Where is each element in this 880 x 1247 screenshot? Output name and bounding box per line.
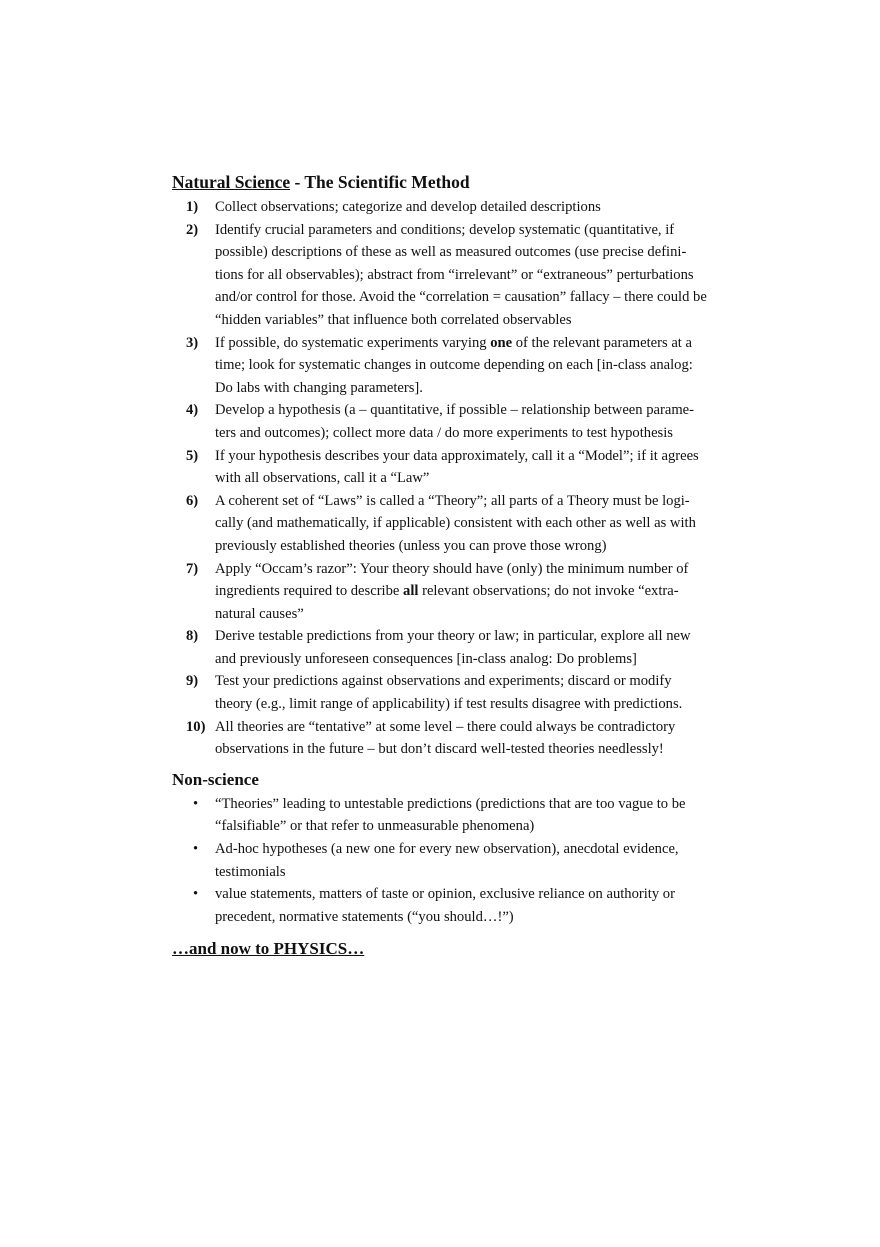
page-title <box>172 171 712 193</box>
step-item <box>172 445 712 490</box>
title-natural-science: Natural Science <box>172 172 291 192</box>
closing-heading: …and now to PHYSICS… <box>172 939 365 959</box>
step-item <box>172 558 712 626</box>
bullet-icon: • <box>193 886 199 903</box>
step-text: All theories are “tentative” at some level – there could always be contradictory observations in the future – but don’t discard well-tested theories needlessly! <box>215 718 676 758</box>
step-item <box>172 670 712 715</box>
list-item <box>172 793 712 838</box>
step-text: Derive testable predictions from your theory or law; in particular, explore all new and previously unforeseen consequences [in-class analog: Do problems] <box>215 628 691 667</box>
step-number: 1) <box>186 199 199 215</box>
bullet-icon: • <box>193 795 199 812</box>
step-text-pre: If possible, do systematic experiments varying <box>215 334 491 351</box>
step-number: 6) <box>186 492 199 509</box>
step-text: Develop a hypothesis (a – quantitative, if possible – relationship between parame-ters and outcomes); collect more data / do more experiments to test hypothesis <box>215 402 695 441</box>
list-item-text: value statements, matters of taste or opinion, exclusive reliance on authority or precedent, normative statements (“you should…!”) <box>215 886 675 925</box>
step-text-post: of the relevant parameters at a time; look for systematic changes in outcome depending on each [in-class analog: Do labs with changing parameters]. <box>215 334 693 396</box>
step-item <box>172 219 712 332</box>
step-number: 8) <box>186 628 199 645</box>
step-text: Collect observations; categorize and develop detailed descriptions <box>215 199 601 215</box>
nonscience-list <box>172 793 712 929</box>
scientific-method-steps <box>172 196 712 761</box>
list-item-text: Ad-hoc hypotheses (a new one for every new observation), anecdotal evidence, testimonials <box>215 841 679 880</box>
list-item <box>172 883 712 928</box>
nonscience-heading: Non-science <box>172 769 259 789</box>
step-text-post: relevant observations; do not invoke “extra-natural causes” <box>215 583 679 622</box>
step-number: 4) <box>186 402 199 419</box>
bullet-icon: • <box>193 841 199 858</box>
list-item <box>172 838 712 883</box>
step-text-emphasis: one <box>490 334 513 351</box>
step-text: Test your predictions against observations and experiments; discard or modify theory (e.g., limit range of applicability) if test results disagree with predictions. <box>215 673 683 713</box>
step-number: 3) <box>186 334 199 351</box>
step-text: Identify crucial parameters and conditions; develop systematic (quantitative, if possible) descriptions of these as well as measured outcomes (use precise defini-tions for all observables); abstract from “irrelevant” or “extraneous” perturbations and/or control for those. Avoid the “correlation = causation” fallacy – there could be “hidden variables” that influence both correlated observables <box>215 221 707 328</box>
step-number: 5) <box>186 447 199 464</box>
step-text: If your hypothesis describes your data approximately, call it a “Model”; if it agrees with all observations, call it a “Law” <box>215 447 699 487</box>
step-item <box>172 399 712 444</box>
document-page <box>172 171 712 960</box>
step-number: 9) <box>186 673 199 690</box>
title-scientific-method: - The Scientific Method <box>290 172 470 192</box>
step-number: 7) <box>186 560 199 577</box>
step-number: 2) <box>186 221 199 238</box>
step-item <box>172 625 712 670</box>
step-text-emphasis: all <box>403 583 419 600</box>
step-number: 10) <box>186 718 206 735</box>
step-item <box>172 196 712 219</box>
step-text-pre: Apply “Occam’s razor”: Your theory should have (only) the minimum number of ingredients required to describe <box>215 560 689 600</box>
list-item-text: “Theories” leading to untestable predictions (predictions that are too vague to be “falsifiable” or that refer to unmeasurable phenomena) <box>215 795 686 835</box>
step-item <box>172 332 712 400</box>
step-item <box>172 716 712 761</box>
step-item <box>172 490 712 558</box>
step-text: A coherent set of “Laws” is called a “Theory”; all parts of a Theory must be logi-cally (and mathematically, if applicable) consistent with each other as well as with previously established theories (unless you can prove those wrong) <box>215 492 696 554</box>
